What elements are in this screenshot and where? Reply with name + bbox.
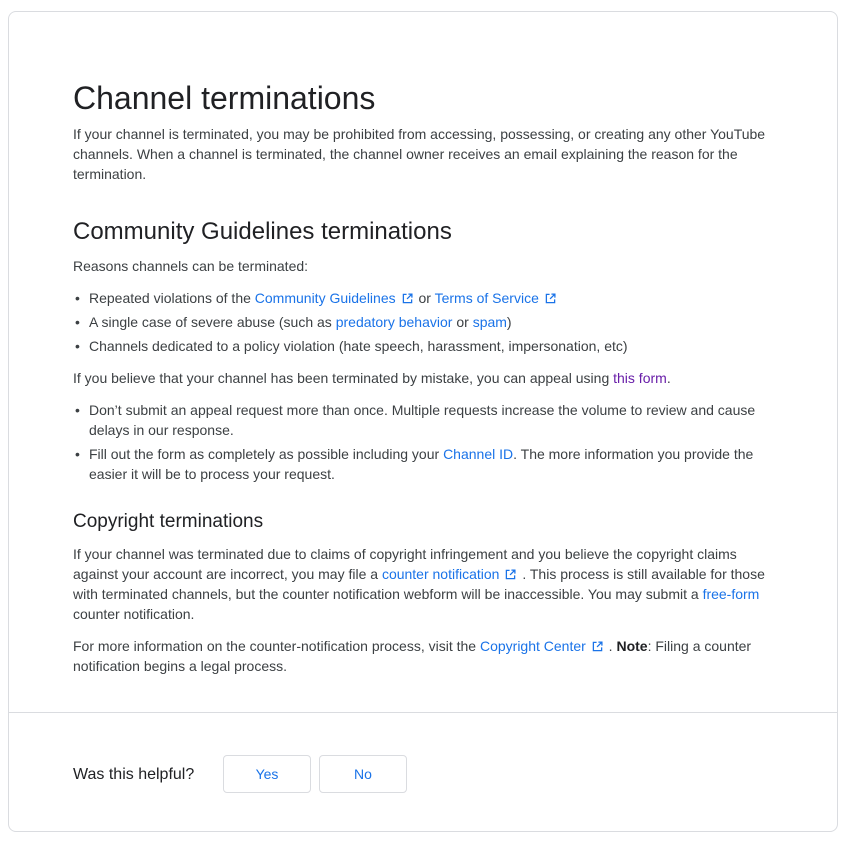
yes-button[interactable]: Yes <box>223 755 311 793</box>
list-item-text: A single case of severe abuse (such as <box>89 314 336 330</box>
list-item-text: ) <box>506 314 512 330</box>
external-link-icon <box>402 293 413 304</box>
channel-id-link[interactable]: Channel ID <box>443 446 514 462</box>
appeal-text: . <box>666 370 671 386</box>
appeal-paragraph <box>73 368 773 388</box>
list-item-text: Channels dedicated to a policy violation (hate speech, harassment, impersonation, etc) <box>89 338 628 354</box>
page-title: Channel terminations <box>73 80 376 116</box>
community-guidelines-link[interactable]: Community Guidelines <box>254 290 396 306</box>
predatory-behavior-link[interactable]: predatory behavior <box>335 314 453 330</box>
list-item-text: . The more information you provide the easier it will be to process your request. <box>89 446 754 482</box>
copyright-center-link[interactable]: Copyright Center <box>479 638 586 654</box>
appeal-text: If you believe that your channel has been terminated by mistake, you can appeal using <box>73 370 614 386</box>
footer-divider <box>9 712 837 713</box>
copyright-text: . <box>604 638 617 654</box>
note-label: Note <box>616 638 648 654</box>
spam-link[interactable]: spam <box>472 314 507 330</box>
list-item <box>73 400 773 440</box>
intro-paragraph: If your channel is terminated, you may be prohibited from accessing, possessing, or creating any other YouTube channels. When a channel is terminated, the channel owner receives an email explaining the reason for the termination. <box>73 126 766 182</box>
copyright-text: If your channel was terminated due to claims of copyright infringement and you believe the copyright claims against your account are incorrect, you may file a <box>73 546 737 582</box>
article-card <box>8 11 838 832</box>
list-item <box>73 312 773 332</box>
external-link-icon <box>592 641 603 652</box>
list-item-text: Repeated violations of the <box>89 290 255 306</box>
reasons-intro: Reasons channels can be terminated: <box>73 258 309 274</box>
external-link-icon <box>545 293 556 304</box>
copyright-paragraph <box>73 544 773 624</box>
list-item-text: Fill out the form as completely as possible including your <box>89 446 444 462</box>
feedback-question: Was this helpful? <box>73 766 195 783</box>
copyright-center-paragraph <box>73 636 773 676</box>
counter-notification-link[interactable]: counter notification <box>381 566 500 582</box>
free-form-link[interactable]: free-form <box>702 586 760 602</box>
appeal-tips-list <box>73 400 773 488</box>
external-link-icon <box>505 569 516 580</box>
list-item <box>73 288 773 308</box>
copyright-text: counter notification. <box>73 606 195 622</box>
copyright-heading: Copyright terminations <box>73 511 264 532</box>
copyright-text: For more information on the counter-notification process, visit the <box>73 638 480 654</box>
terms-of-service-link[interactable]: Terms of Service <box>434 290 539 306</box>
reasons-list <box>73 288 773 360</box>
appeal-form-link[interactable]: this form <box>613 370 667 386</box>
list-item <box>73 336 773 356</box>
cg-heading: Community Guidelines terminations <box>73 218 452 245</box>
list-item <box>73 444 773 484</box>
copyright-text: . This process is still available for those with terminated channels, but the counter notification webform will be inaccessible. You may submit a <box>73 566 765 602</box>
no-button[interactable]: No <box>319 755 407 793</box>
list-item-text: or <box>452 314 473 330</box>
list-item-text: Don’t submit an appeal request more than once. Multiple requests increase the volume to review and cause delays in our response. <box>89 402 756 438</box>
list-item-text: or <box>414 290 435 306</box>
copyright-text: : Filing a counter notification begins a legal process. <box>73 638 752 674</box>
